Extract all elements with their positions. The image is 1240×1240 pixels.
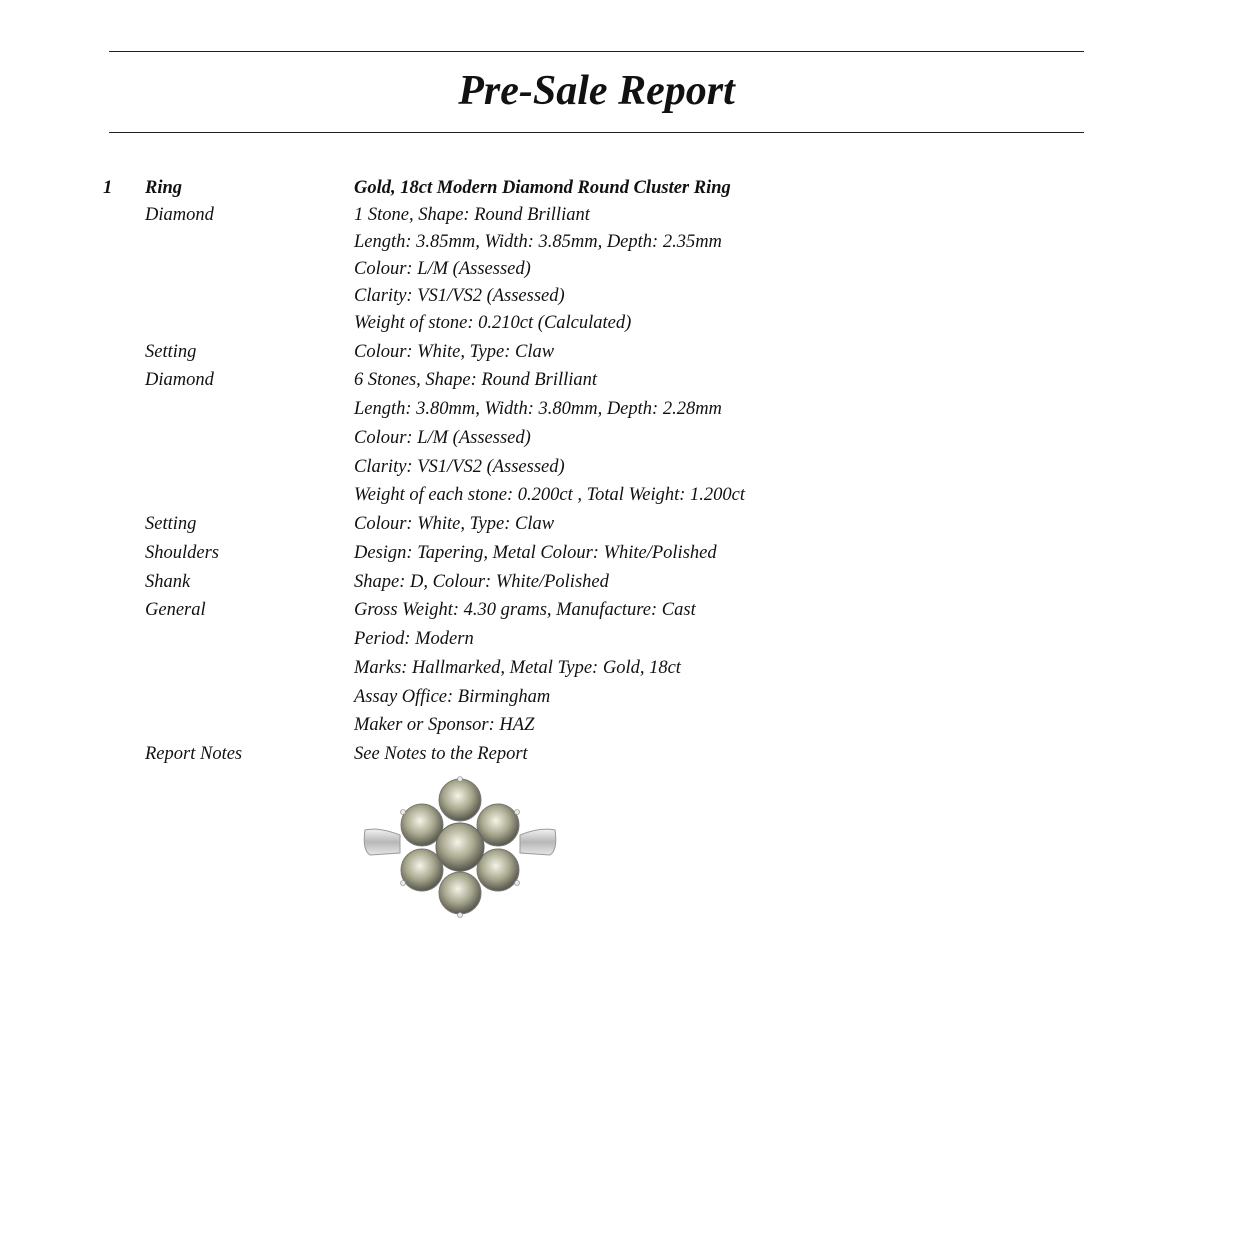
diamond-cluster-ring-photo xyxy=(360,775,560,920)
detail-label: Diamond xyxy=(145,205,214,225)
detail-row xyxy=(0,540,1240,566)
detail-row xyxy=(0,454,1240,480)
detail-value: Marks: Hallmarked, Metal Type: Gold, 18ct xyxy=(354,658,681,678)
detail-value: Colour: L/M (Assessed) xyxy=(354,259,531,279)
detail-row xyxy=(0,256,1240,282)
detail-row xyxy=(0,310,1240,336)
detail-value: 6 Stones, Shape: Round Brilliant xyxy=(354,370,598,390)
detail-value: 1 Stone, Shape: Round Brilliant xyxy=(354,205,590,225)
detail-label: Shoulders xyxy=(145,543,219,563)
detail-label: Setting xyxy=(145,342,197,362)
detail-row xyxy=(0,741,1240,767)
detail-value: Colour: White, Type: Claw xyxy=(354,514,555,534)
detail-row xyxy=(0,367,1240,393)
detail-row xyxy=(0,283,1240,309)
detail-value: Gross Weight: 4.30 grams, Manufacture: Cast xyxy=(354,600,696,620)
detail-row xyxy=(0,482,1240,508)
detail-value: Colour: White, Type: Claw xyxy=(354,342,555,362)
detail-row xyxy=(0,339,1240,365)
item-description: Gold, 18ct Modern Diamond Round Cluster Ring xyxy=(354,178,731,198)
item-header-row xyxy=(0,175,1240,201)
detail-row xyxy=(0,425,1240,451)
detail-value: Shape: D, Colour: White/Polished xyxy=(354,572,609,592)
detail-value: Design: Tapering, Metal Colour: White/Polished xyxy=(354,543,717,563)
detail-value: Colour: L/M (Assessed) xyxy=(354,428,531,448)
detail-label: Setting xyxy=(145,514,197,534)
detail-row xyxy=(0,712,1240,738)
detail-label: Report Notes xyxy=(145,744,243,764)
detail-row xyxy=(0,626,1240,652)
page-title: Pre-Sale Report xyxy=(458,68,735,114)
detail-row xyxy=(0,597,1240,623)
detail-row xyxy=(0,569,1240,595)
bottom-rule xyxy=(109,132,1084,133)
detail-row xyxy=(0,655,1240,681)
detail-value: Period: Modern xyxy=(354,629,474,649)
detail-row xyxy=(0,229,1240,255)
detail-value: Assay Office: Birmingham xyxy=(354,687,551,707)
item-category: Ring xyxy=(145,178,183,198)
detail-value: Length: 3.85mm, Width: 3.85mm, Depth: 2.35mm xyxy=(354,232,722,252)
detail-label: Shank xyxy=(145,572,191,592)
detail-label: Diamond xyxy=(145,370,214,390)
detail-row xyxy=(0,396,1240,422)
detail-value: See Notes to the Report xyxy=(354,744,528,764)
detail-row xyxy=(0,511,1240,537)
detail-value: Length: 3.80mm, Width: 3.80mm, Depth: 2.28mm xyxy=(354,399,722,419)
item-number: 1 xyxy=(103,178,113,198)
detail-value: Weight of each stone: 0.200ct , Total Weight: 1.200ct xyxy=(354,485,746,505)
detail-value: Maker or Sponsor: HAZ xyxy=(354,715,535,735)
detail-row xyxy=(0,684,1240,710)
detail-value: Clarity: VS1/VS2 (Assessed) xyxy=(354,457,565,477)
detail-value: Weight of stone: 0.210ct (Calculated) xyxy=(354,313,632,333)
top-rule xyxy=(109,51,1084,52)
detail-row xyxy=(0,202,1240,228)
detail-value: Clarity: VS1/VS2 (Assessed) xyxy=(354,286,565,306)
detail-label: General xyxy=(145,600,206,620)
